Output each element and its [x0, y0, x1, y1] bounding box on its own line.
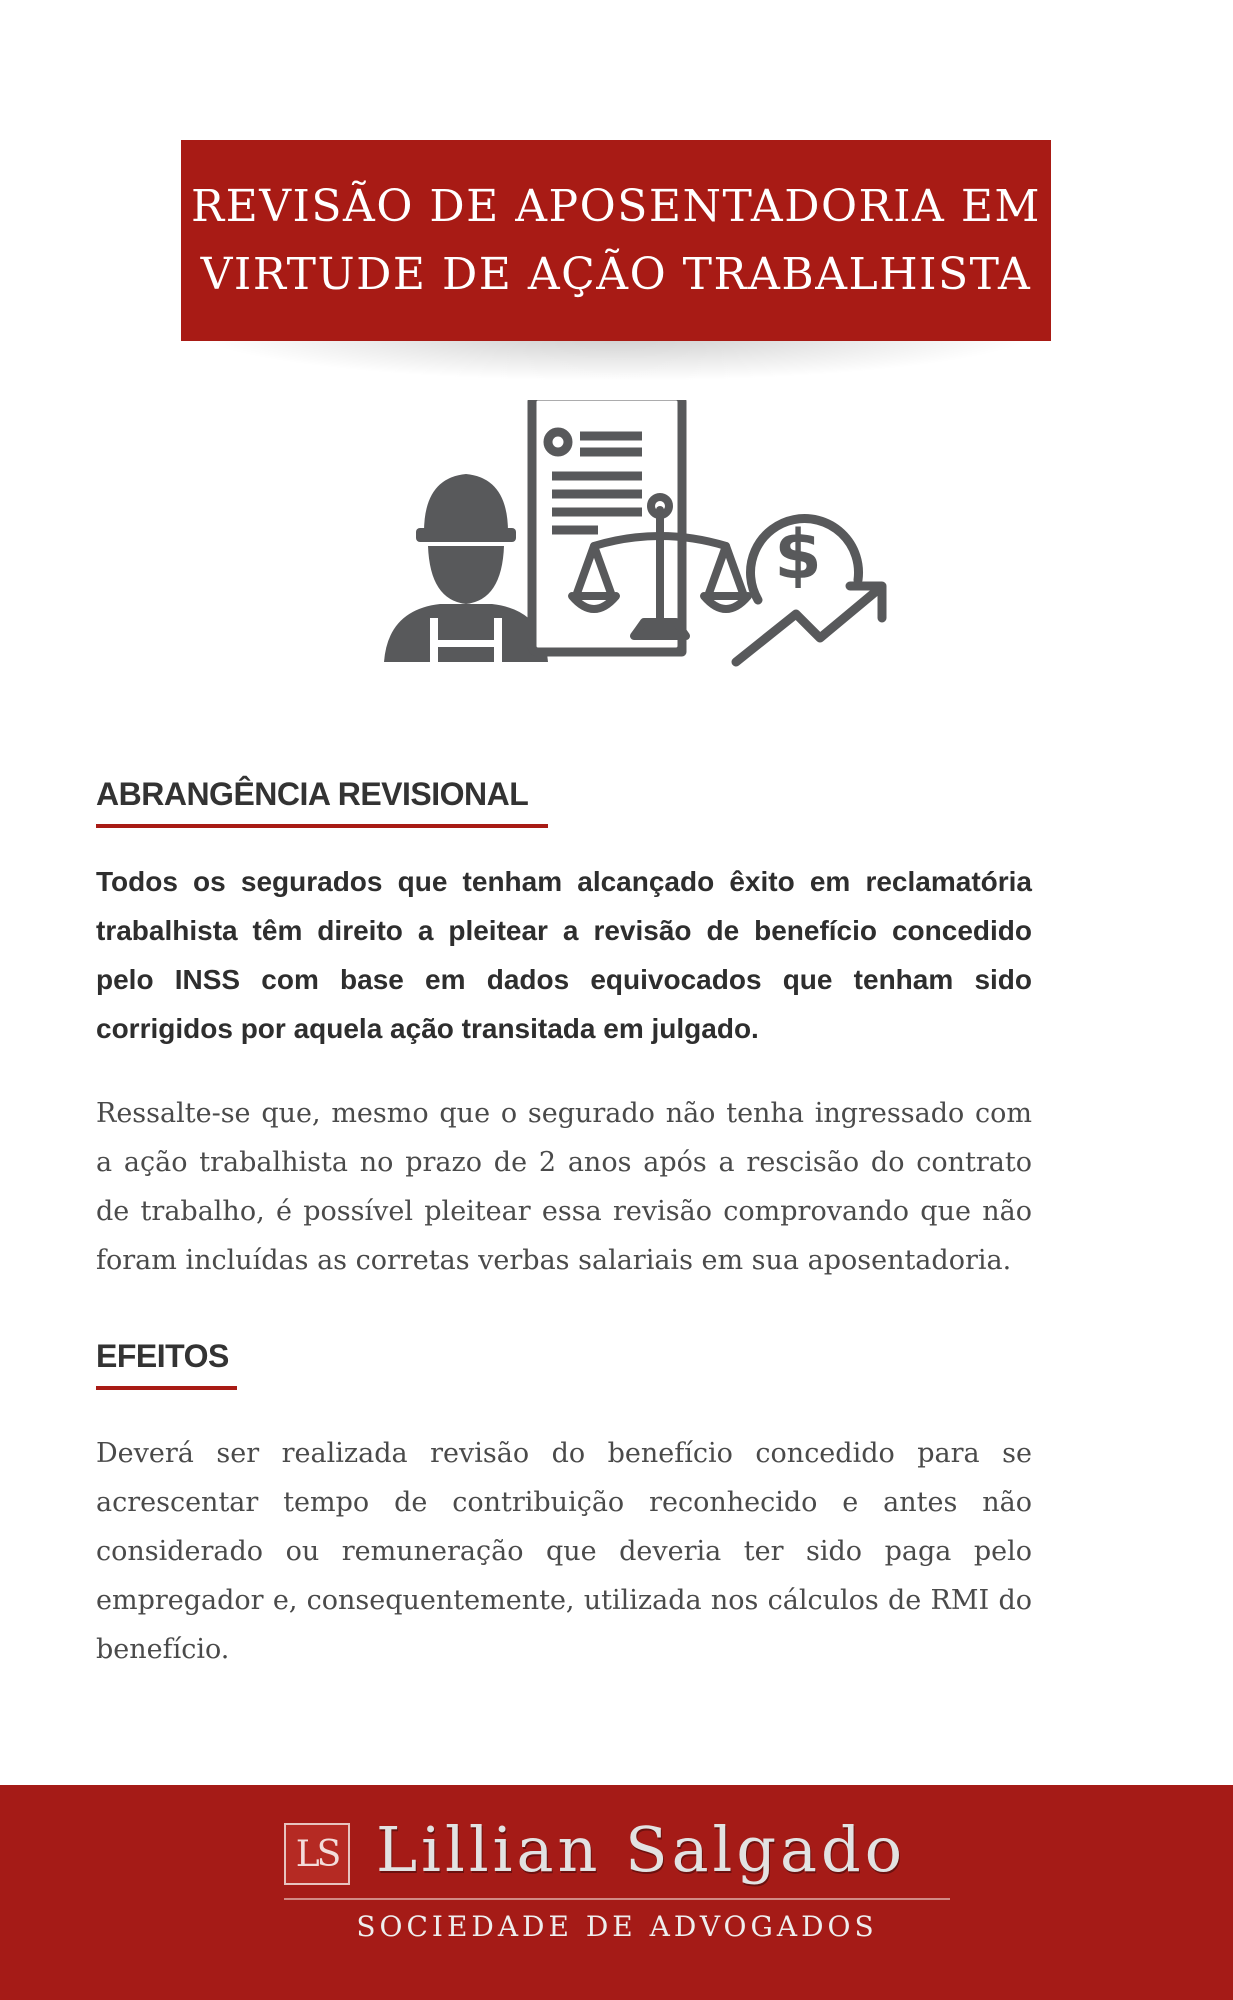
firm-name: Lillian Salgado [376, 1813, 907, 1886]
paragraph-abrangencia-2: Ressalte-se que, mesmo que o segurado não tenha ingressado com a ação trabalhista no prazo de 2 anos após a rescisão do contrato de trabalho, é possível pleitear essa revisão comprovando que não foram incluídas as corretas verbas salariais em sua aposentadoria. [96, 1098, 1032, 1276]
section-heading-abrangencia: ABRANGÊNCIA REVISIONAL [96, 776, 529, 812]
heading-underline [96, 1386, 237, 1390]
firm-tagline: SOCIEDADE DE ADVOGADOS [356, 1910, 878, 1943]
logo-mark-text: LS [295, 1833, 339, 1875]
logo-mark [284, 1823, 350, 1885]
paragraph-efeitos-1: Deverá ser realizada revisão do benefício concedido para se acrescentar tempo de contribuição reconhecido e antes não considerado ou remuneração que deveria ter sido paga pelo empregador e, consequentemente, utilizada nos cálculos de RMI do benefício. [96, 1438, 1032, 1665]
title-line-1: REVISÃO DE APOSENTADORIA EM [191, 180, 1041, 232]
title-line-2: VIRTUDE DE AÇÃO TRABALHISTA [200, 248, 1032, 300]
dollar-coin-icon [751, 516, 859, 600]
svg-text:$: $ [774, 516, 822, 595]
heading-underline [96, 824, 548, 828]
section-heading-efeitos: EFEITOS [96, 1338, 229, 1374]
footer [0, 1785, 1233, 2000]
paragraph-abrangencia-1: Todos os segurados que tenham alcançado êxito em reclamatória trabalhista têm direito a pleitear a revisão de benefício concedido pelo INSS com base em dados equivocados que tenham sido corrigidos por aquela ação transitada em julgado. [96, 866, 1032, 1044]
construction-worker-icon [384, 474, 548, 662]
title-banner [181, 140, 1051, 341]
logo-divider [284, 1898, 950, 1900]
hero-illustration [380, 400, 890, 670]
